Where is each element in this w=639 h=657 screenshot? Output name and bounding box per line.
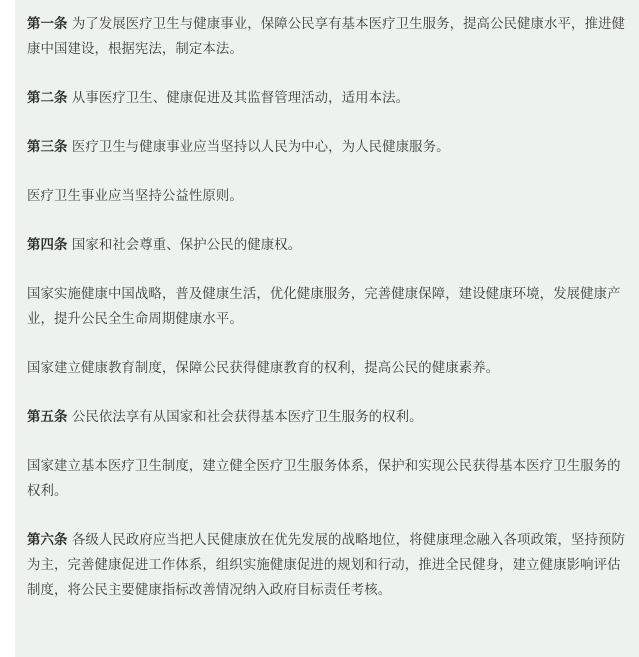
article-text: 医疗卫生事业应当坚持公益性原则。: [27, 189, 243, 204]
article-4-clause-3: [27, 356, 627, 381]
article-text: 国家建立健康教育制度，保障公民获得健康教育的权利，提高公民的健康素养。: [27, 361, 500, 376]
article-text: 国家建立基本医疗卫生制度，建立健全医疗卫生服务体系，保护和实现公民获得基本医疗卫生服务的权利。: [27, 459, 621, 499]
article-2-paragraph: [27, 86, 627, 111]
article-number: 第三条: [27, 140, 68, 155]
article-text: 为了发展医疗卫生与健康事业，保障公民享有基本医疗卫生服务，提高公民健康水平，推进健康中国建设，根据宪法，制定本法。: [27, 17, 625, 57]
article-5-clause-2: [27, 454, 627, 504]
article-number: 第一条: [27, 17, 68, 32]
article-number: 第六条: [27, 533, 68, 548]
article-6-paragraph: [27, 528, 627, 603]
article-text: 各级人民政府应当把人民健康放在优先发展的战略地位，将健康理念融入各项政策，坚持预防为主，完善健康促进工作体系，组织实施健康促进的规划和行动，推进全民健身，建立健康影响评估制度，将公民主要健康指标改善情况纳入政府目标责任考核。: [27, 533, 625, 598]
article-4-clause-2: [27, 282, 627, 332]
article-text: 从事医疗卫生、健康促进及其监督管理活动，适用本法。: [71, 91, 410, 106]
article-5-paragraph: [27, 405, 627, 430]
article-number: 第四条: [27, 238, 68, 253]
article-4-paragraph: [27, 233, 627, 258]
article-number: 第五条: [27, 410, 68, 425]
law-article-document: [15, 0, 639, 657]
article-3-paragraph: [27, 135, 627, 160]
article-1-paragraph: [27, 12, 627, 62]
article-text: 国家和社会尊重、保护公民的健康权。: [71, 238, 302, 253]
article-text: 公民依法享有从国家和社会获得基本医疗卫生服务的权利。: [71, 410, 423, 425]
article-text: 国家实施健康中国战略，普及健康生活，优化健康服务，完善健康保障，建设健康环境，发展健康产业，提升公民全生命周期健康水平。: [27, 287, 621, 327]
article-number: 第二条: [27, 91, 68, 106]
article-text: 医疗卫生与健康事业应当坚持以人民为中心，为人民健康服务。: [71, 140, 450, 155]
article-3-clause-2: [27, 184, 627, 209]
